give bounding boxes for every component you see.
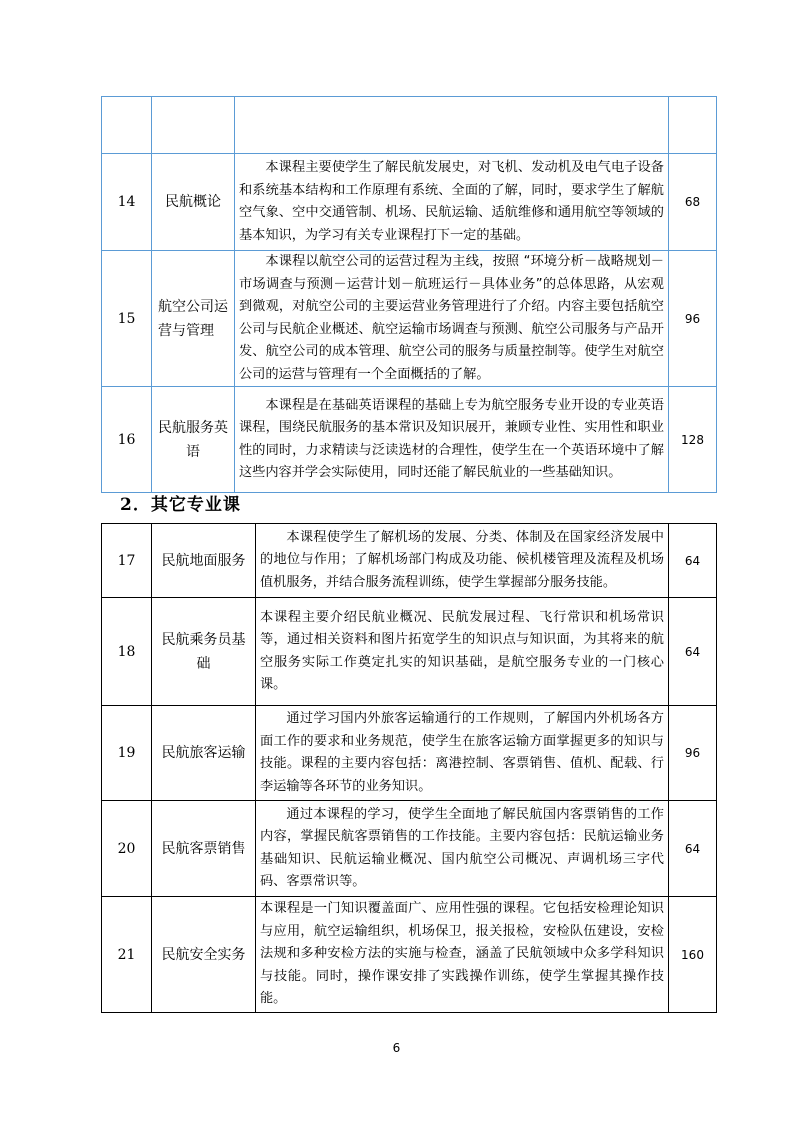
course-hours: 96 [669, 706, 717, 801]
course-description: 本课程是一门知识覆盖面广、应用性强的课程。它包括安检理论知识与应用，航空运输组织，机场保卫，报关报检，安检队伍建设，安检法规和多种安检方法的实施与检查，涵盖了民航领域中众多学科知识与技能。同时，操作课安排了实践操作训练，使学生掌握其操作技能。 [256, 897, 669, 1013]
course-description [235, 97, 669, 154]
table-row [102, 524, 717, 598]
course-description: 本课程是在基础英语课程的基础上专为航空服务专业开设的专业英语课程，围绕民航服务的基本常识及知识展开，兼顾专业性、实用性和职业性的同时，力求精读与泛读选材的合理性，使学生在一个英语环境中了解这些内容并学会实际使用，同时还能了解民航业的一些基础知识。 [235, 387, 669, 493]
course-number: 16 [102, 387, 152, 493]
course-number: 17 [102, 524, 152, 598]
course-table-core [101, 96, 717, 493]
course-description: 本课程主要使学生了解民航发展史，对飞机、发动机及电气电子设备和系统基本结构和工作原理有系统、全面的了解，同时，要求学生了解航空气象、空中交通管制、机场、民航运输、适航维修和通用航空等领域的基本知识，为学习有关专业课程打下一定的基础。 [235, 154, 669, 251]
course-hours: 128 [669, 387, 717, 493]
table-row [102, 97, 717, 154]
course-name: 民航概论 [152, 154, 235, 251]
course-number: 19 [102, 706, 152, 801]
course-number [102, 97, 152, 154]
table-row [102, 387, 717, 493]
course-number: 21 [102, 897, 152, 1013]
course-description: 通过学习国内外旅客运输通行的工作规则，了解国内外机场各方面工作的要求和业务规范，使学生在旅客运输方面掌握更多的知识与技能。课程的主要内容包括：离港控制、客票销售、值机、配载、行李运输等各环节的业务知识。 [256, 706, 669, 801]
table-row [102, 251, 717, 387]
course-name [152, 97, 235, 154]
course-number: 18 [102, 598, 152, 706]
course-name: 民航旅客运输 [152, 706, 256, 801]
table-row [102, 598, 717, 706]
course-number: 15 [102, 251, 152, 387]
course-hours: 68 [669, 154, 717, 251]
course-hours: 64 [669, 598, 717, 706]
course-name: 民航地面服务 [152, 524, 256, 598]
page-number: 6 [392, 1041, 401, 1055]
course-description: 本课程使学生了解机场的发展、分类、体制及在国家经济发展中的地位与作用；了解机场部门构成及功能、候机楼管理及流程及机场值机服务，并结合服务流程训练，使学生掌握部分服务技能。 [256, 524, 669, 598]
course-name: 民航乘务员基础 [152, 598, 256, 706]
course-description: 通过本课程的学习，使学生全面地了解民航国内客票销售的工作内容，掌握民航客票销售的工作技能。主要内容包括：民航运输业务基础知识、民航运输业概况、国内航空公司概况、声调机场三字代码、客票常识等。 [256, 801, 669, 897]
section-heading: 2．其它专业课 [120, 495, 241, 515]
course-name: 航空公司运营与管理 [152, 251, 235, 387]
course-hours: 96 [669, 251, 717, 387]
course-description: 本课程以航空公司的运营过程为主线，按照 “环境分析－战略规划－市场调查与预测－运营计划－航班运行－具体业务”的总体思路，从宏观到微观，对航空公司的主要运营业务管理进行了介绍。内容主要包括航空公司与民航企业概述、航空运输市场调查与预测、航空公司服务与产品开发、航空公司的成本管理、航空公司的服务与质量控制等。使学生对航空公司的运营与管理有一个全面概括的了解。 [235, 251, 669, 387]
table-row [102, 154, 717, 251]
course-hours: 64 [669, 801, 717, 897]
table-row [102, 706, 717, 801]
course-number: 20 [102, 801, 152, 897]
course-name: 民航客票销售 [152, 801, 256, 897]
table-row [102, 801, 717, 897]
course-hours: 64 [669, 524, 717, 598]
course-description: 本课程主要介绍民航业概况、民航发展过程、飞行常识和机场常识等，通过相关资料和图片拓宽学生的知识点与知识面，为其将来的航空服务实际工作奠定扎实的知识基础，是航空服务专业的一门核心课。 [256, 598, 669, 706]
course-name: 民航服务英语 [152, 387, 235, 493]
course-name: 民航安全实务 [152, 897, 256, 1013]
course-hours [669, 97, 717, 154]
table-row [102, 897, 717, 1013]
course-number: 14 [102, 154, 152, 251]
course-hours: 160 [669, 897, 717, 1013]
course-table-other [101, 523, 717, 1013]
